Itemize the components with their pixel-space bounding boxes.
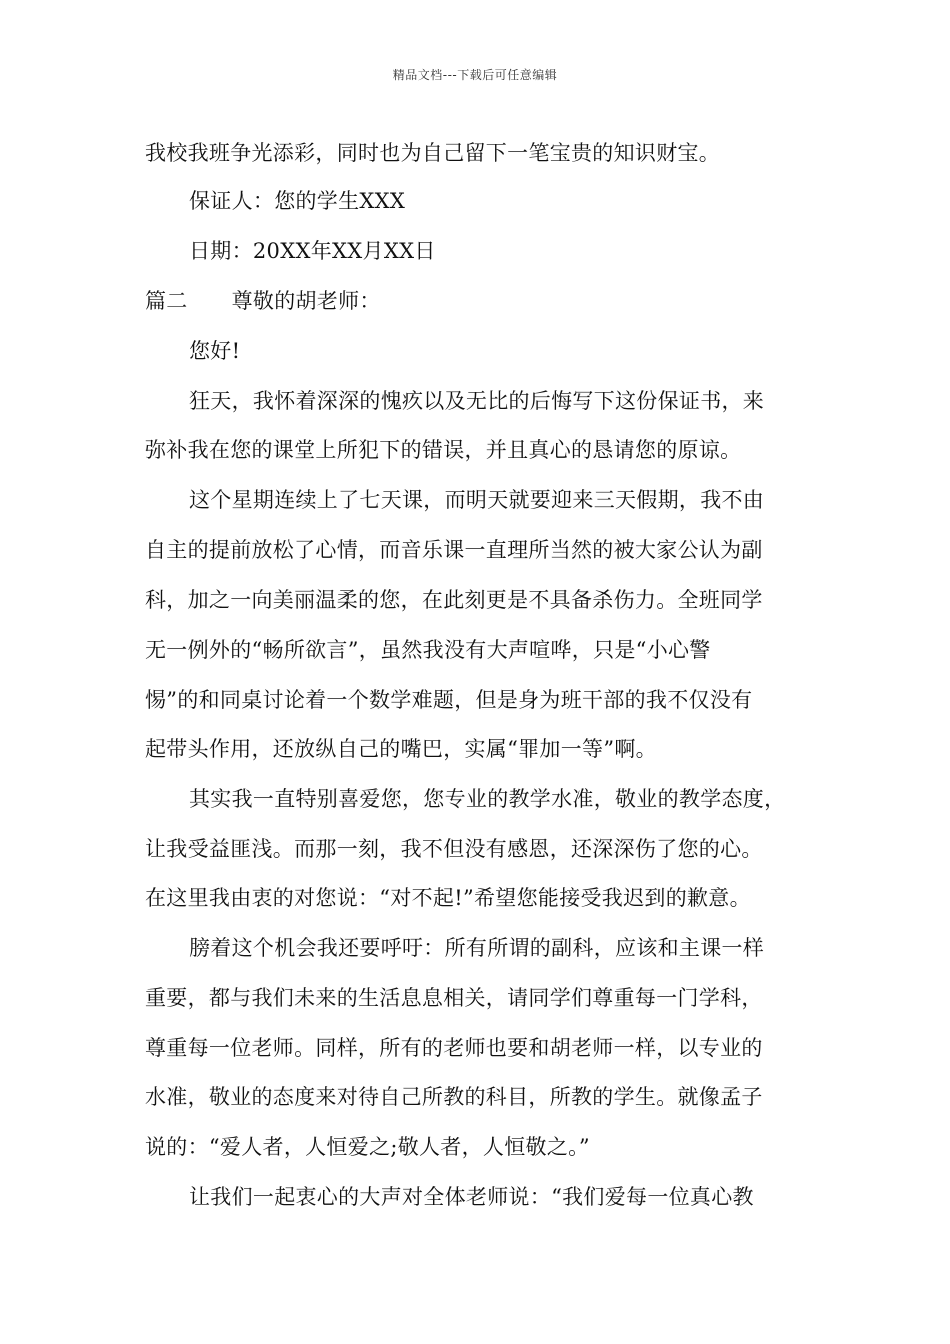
body-line: 重要，都与我们未来的生活息息相关，请同学们尊重每一门学科， (145, 986, 763, 1010)
body-line: 惕”的和同桌讨论着一个数学难题，但是身为班干部的我不仅没有 (145, 688, 753, 712)
body-line: 膀着这个机会我还要呼吁：所有所谓的副科，应该和主课一样 (189, 936, 765, 960)
section-heading (145, 287, 381, 315)
salutation: 尊敬的胡老师： (231, 289, 381, 313)
body-line: 其实我一直特别喜爱您，您专业的教学水准，敬业的教学态度， (189, 787, 786, 811)
body-line: 让我们一起衷心的大声对全体老师说：“我们爱每一位真心教 (189, 1185, 754, 1209)
body-line: 狂天，我怀着深深的愧疚以及无比的后悔写下这份保证书，来 (189, 389, 765, 413)
section-label: 篇二 (145, 289, 188, 313)
body-line: 尊重每一位老师。同样，所有的老师也要和胡老师一样，以专业的 (145, 1036, 763, 1060)
page-header: 精品文档---下载后可任意编辑 (392, 68, 558, 82)
body-line: 说的：“爱人者，人恒爱之;敬人者，人恒敬之。” (145, 1135, 590, 1159)
body-line: 在这里我由衷的对您说：“对不起!”希望您能接受我迟到的歉意。 (145, 886, 751, 910)
body-line: 水准，敬业的态度来对待自己所教的科目，所教的学生。就像孟子 (145, 1085, 763, 1109)
date-line: 日期：20XX年XX月XX日 (189, 239, 436, 263)
body-line: 科，加之一向美丽温柔的您，在此刻更是不具备杀伤力。全班同学 (145, 588, 763, 612)
body-line: 让我受益匪浅。而那一刻，我不但没有感恩，还深深伤了您的心。 (145, 837, 763, 861)
body-line: 我校我班争光添彩，同时也为自己留下一笔宝贵的知识财宝。 (145, 141, 721, 165)
body-line: 这个星期连续上了七天课，而明天就要迎来三天假期，我不由 (189, 488, 765, 512)
body-line: 自主的提前放松了心情，而音乐课一直理所当然的被大家公认为副 (145, 538, 763, 562)
body-line: 无一例外的“畅所欲言”，虽然我没有大声喧哗，只是“小心警 (145, 638, 711, 662)
greeting: 您好! (189, 339, 241, 363)
body-line: 弥补我在您的课堂上所犯下的错误，并且真心的恳请您的原谅。 (145, 438, 742, 462)
guarantor-line: 保证人：您的学生XXX (189, 189, 406, 213)
body-line: 起带头作用，还放纵自己的嘴巴，实属“罪加一等”啊。 (145, 737, 657, 761)
